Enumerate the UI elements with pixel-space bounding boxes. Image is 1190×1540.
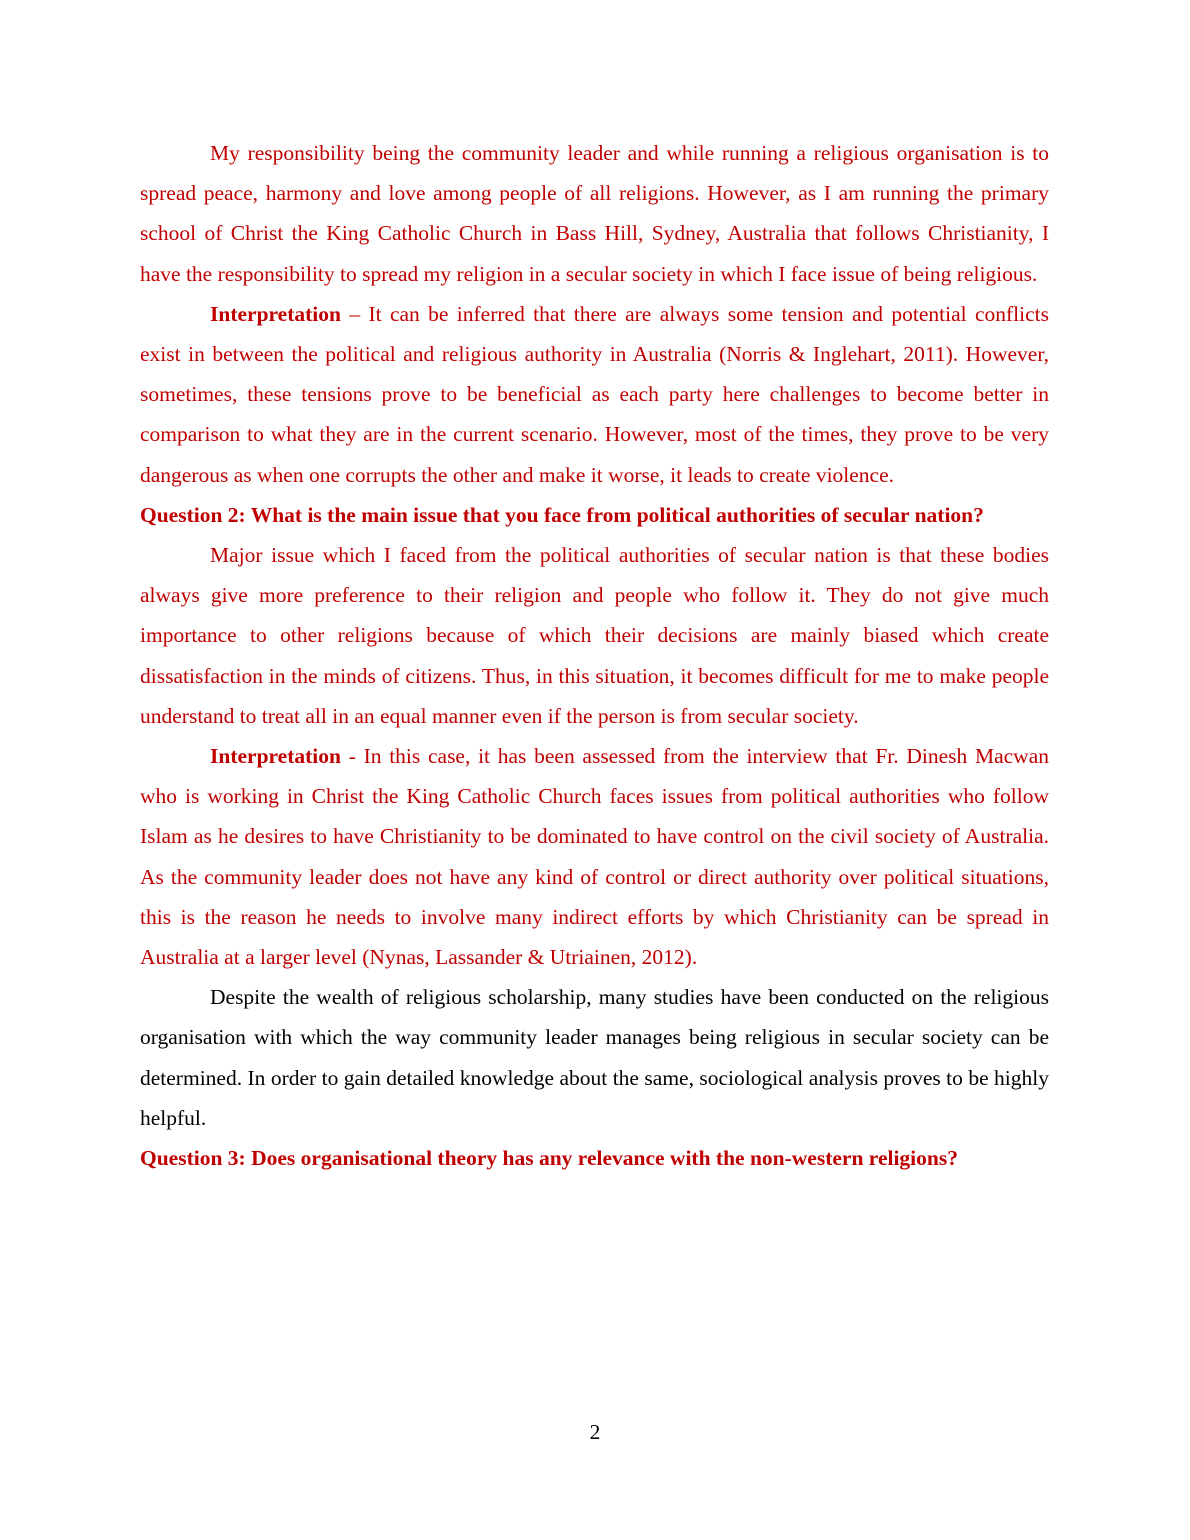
interpretation-text: - In this case, it has been assessed from the interview that Fr. Dinesh Macwan who is working in Christ the King Catholic Church faces issues from political authorities who follow Islam as he desires to have Christianity to be dominated to have control on the civil society of Australia. As the community leader does not have any kind of control or direct authority over political situations, this is the reason he needs to involve many indirect efforts by which Christianity can be spread in Australia at a larger level (Nynas, Lassander & Utriainen, 2012). (140, 744, 1049, 970)
interpretation-label: Interpretation (210, 744, 341, 769)
paragraph-responsibility: My responsibility being the community leader and while running a religious organisation is to spread peace, harmony and love among people of all religions. However, as I am running the primary school of Christ the King Catholic Church in Bass Hill, Sydney, Australia that follows Christianity, I have the responsibility to spread my religion in a secular society in which I face issue of being religious. (140, 141, 1049, 286)
interpretation-label: Interpretation (210, 301, 341, 326)
interpretation-text: – It can be inferred that there are always some tension and potential conflicts exist in between the political and religious authority in Australia (Norris & Inglehart, 2011). However, sometimes, these tensions prove to be beneficial as each party here challenges to become better in comparison to what they are in the current scenario. However, most of the times, they prove to be very dangerous as when one corrupts the other and make it worse, it leads to create violence. (140, 301, 1049, 487)
paragraph-interpretation-1 (140, 294, 1049, 495)
paragraph-interpretation-2 (140, 736, 1049, 977)
question-3-heading: Question 3: Does organisational theory has any relevance with the non-western religions? (140, 1146, 958, 1171)
question-2-heading: Question 2: What is the main issue that you face from political authorities of secular nation? (140, 502, 984, 527)
document-body (140, 133, 1049, 1178)
page-number: 2 (589, 1420, 601, 1444)
paragraph-major-issue: Major issue which I faced from the political authorities of secular nation is that these bodies always give more preference to their religion and people who follow it. They do not give much importance to other religions because of which their decisions are mainly biased which create dissatisfaction in the minds of citizens. Thus, in this situation, it becomes difficult for me to make people understand to treat all in an equal manner even if the person is from secular society. (140, 543, 1049, 728)
paragraph-scholarship: Despite the wealth of religious scholarship, many studies have been conducted on the religious organisation with which the way community leader manages being religious in secular society can be determined. In order to gain detailed knowledge about the same, sociological analysis proves to be highly helpful. (140, 985, 1049, 1130)
